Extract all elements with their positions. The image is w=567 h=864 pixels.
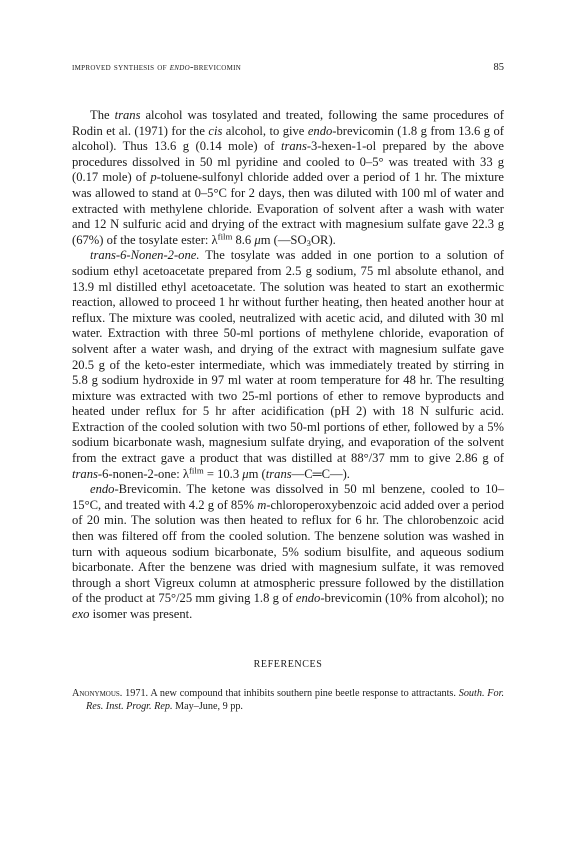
text-run: The tosylate was added in one portion to a solution of sodium ethyl acetoacetate prepared from 2.5 g sodium, 75 ml absolute ethanol, and 13.9 ml distilled ethyl acetoacetate. The solution was heated to start an exothermic reaction, allowed to proceed 1 hr without further heating, then heated another hour at reflux. The mixture was cooled, neutralized with acetic acid, and diluted with 30 ml water. Extraction with three 50-ml portions of methylene chloride, evaporation of solvent after a water wash, and drying of the extract with magnesium sulfate gave 20.5 g of the keto-ester intermediate, which was immediately treated by stirring in 5.8 g sodium hydroxide in 97 ml water at room temperature for 48 hr. The resulting mixture was extracted with two 25-ml portions of ether to remove byproducts and heated under reflux for 5 hr after acidification (pH 2) with 18 N sulfuric acid. Extraction of the cooled solution with two 50-ml portions of ether, followed by a 5% sodium bicarbonate wash, magnesium sulfate drying, and evaporation of the solvent from the extract gave a product that was distilled at 88°/37 mm to give 2.86 g of [72, 248, 504, 466]
text-run: -brevicomin (10% from alcohol); no [320, 591, 504, 606]
italic-run: endo [307, 123, 333, 138]
italic-run: trans [114, 108, 141, 122]
running-title [72, 62, 241, 73]
paragraph-2 [72, 248, 504, 482]
italic-run: μ [242, 466, 249, 481]
document-page [72, 62, 504, 714]
reference-author: Anonymous. [72, 687, 123, 699]
page-header [72, 62, 504, 78]
text-run: isomer was present. [89, 607, 193, 621]
italic-run: cis [208, 123, 223, 138]
text-run: -brevicomin (1.8 g from 13.6 g of alcohol). Thus 13.6 g (0.14 mole) of [72, 123, 504, 154]
italic-run: endo [295, 591, 321, 606]
text-run: m ( [248, 466, 266, 481]
italic-run: m [257, 497, 267, 512]
body-text [72, 108, 504, 623]
text-run: -chloroperoxybenzoic acid added over a period of 20 min. The solution was then heated to reflux for 6 hr. The chlorobenzoic acid then was filtered off from the cooled solution. The benzene solution was washed in turn with aqueous sodium bicarbonate, 5% sodium bisulfite, and aqueous sodium bicarbonate. After the benzene was dried with magnesium sulfate, it was removed through a short Vigreux column at atmospheric pressure followed by the distillation of the product at 75°/25 mm giving 1.8 g of [72, 497, 504, 606]
italic-run: trans [280, 139, 307, 154]
page-number: 85 [493, 62, 504, 73]
text-run: -6-nonen-2-one: λ [97, 466, 189, 481]
italic-run: trans [265, 466, 292, 481]
text-run: alcohol, to give [222, 123, 308, 138]
subscript: 3 [306, 237, 311, 248]
paragraph-1 [72, 108, 504, 248]
text-run: -toluene-sulfonyl chloride added over a period of 1 hr. The mixture was allowed to stand at 0–5°C for 2 days, then was diluted with 100 ml of water and extracted with methylene chloride. Evaporation of solvent after a wash with water and 12 N sulfuric acid and drying of the extract with magnesium sulfate gave 22.3 g (67%) of the tosylate ester: λ [72, 170, 505, 247]
running-title-prefix: improved synthesis of [72, 62, 170, 73]
text-run: —C═C—). [291, 466, 350, 481]
text-run: 8.6 [232, 232, 255, 247]
text-run: = 10.3 [203, 466, 243, 481]
text-run: m (—SO [260, 232, 307, 247]
italic-run: endo [90, 482, 115, 497]
text-run: -Brevicomin. The ketone was dissolved in 50 ml benzene, cooled to 10–15°C, and treated with 4.2 g of 85% [72, 482, 504, 512]
running-title-italic: endo [169, 62, 190, 73]
paragraph-3 [72, 482, 504, 622]
references-heading: REFERENCES [253, 658, 323, 670]
text-run: alcohol was tosylated and treated, following the same procedures of Rodin et al. (1971) for the [72, 108, 505, 138]
superscript: film [217, 231, 233, 242]
section-heading: trans-6-Nonen-2-one. [90, 248, 200, 263]
italic-run: exo [72, 607, 90, 621]
reference-journal: South. For. Res. Inst. Progr. Rep. [86, 687, 504, 713]
superscript: film [189, 465, 204, 476]
italic-run: p [150, 170, 157, 185]
text-run: -3-hexen-1-ol prepared by the above procedures dissolved in 50 ml pyridine and cooled to 0–5° was treated with 33 g (0.17 mole) of [72, 139, 504, 185]
text-run: The [90, 108, 115, 122]
reference-text: 1971. A new compound that inhibits southern pine beetle response to attractants. [122, 687, 459, 699]
reference-item [72, 687, 504, 714]
text-run: OR). [310, 232, 336, 247]
reference-text: May–June, 9 pp. [172, 701, 243, 713]
italic-run: μ [254, 232, 261, 247]
italic-run: trans [72, 466, 98, 481]
running-title-suffix: -brevicomin [189, 62, 242, 73]
